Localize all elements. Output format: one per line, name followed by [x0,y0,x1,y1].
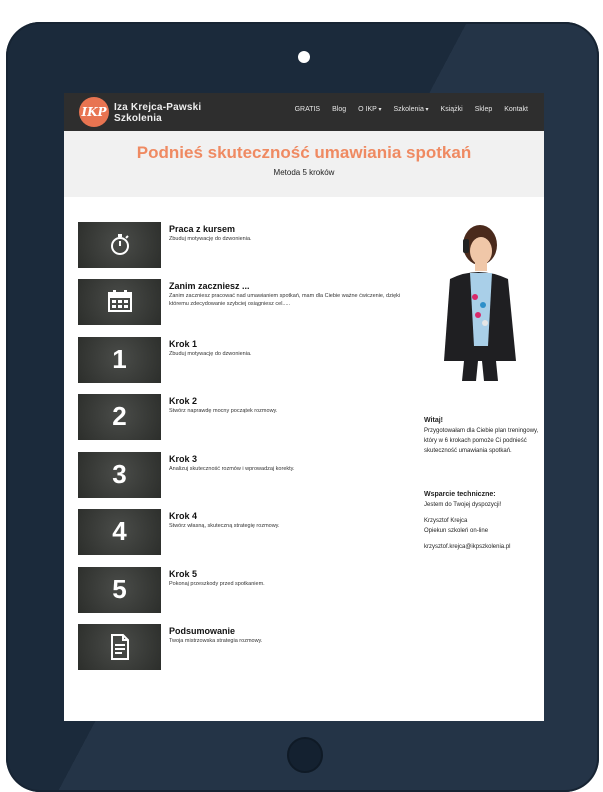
hero [64,131,544,197]
step-desc: Stwórz naprawdę mocny początek rozmowy. [169,408,278,414]
screen [64,93,544,721]
trainer-photo [428,221,528,381]
page-title: Podnieś skuteczność umawiania spotkań [136,143,472,162]
nav-o-ikp[interactable]: O IKP ▾ [358,106,381,113]
step-desc: Twoja mistrzowska strategia rozmowy. [169,638,263,644]
main-nav [295,106,528,113]
contact-name: Krzysztof Krejca [424,518,468,524]
support-text: Jestem do Twojej dyspozycji! [424,502,502,508]
nav-gratis[interactable]: GRATIS [294,106,321,113]
brand-line-2: Szkolenia [114,113,162,124]
step-zanim-zaczniesz[interactable] [78,279,418,325]
step-thumb[interactable] [78,222,161,268]
nav-blog[interactable]: Blog [332,106,347,113]
step-title[interactable]: Podsumowanie [169,626,236,636]
step-title[interactable]: Krok 3 [169,454,198,464]
step-title[interactable]: Krok 4 [169,511,198,521]
step-thumb[interactable] [78,624,161,670]
nav-szkolenia[interactable]: Szkolenia ▾ [394,106,429,113]
step-title[interactable]: Krok 5 [169,569,198,579]
brand-line-1: Iza Krejca-Pawski [114,102,202,113]
step-krok-1[interactable] [78,337,418,383]
welcome-box [424,416,540,456]
contact-email-link[interactable]: krzysztof.krejca@ikpszkolenia.pl [424,544,511,550]
step-thumb[interactable] [78,394,161,440]
step-thumb[interactable] [78,279,161,325]
step-desc: Zanim zaczniesz pracować nad umawianiem spotkań, mam dla Ciebie ważne ćwiczenie, dzięki któremu zdecydowanie szybciej osiągniesz cel..... [169,293,401,307]
camera-dot [298,51,310,63]
step-number: 5 [112,574,127,604]
step-thumb[interactable] [78,509,161,555]
nav-sklep[interactable]: Sklep [474,106,493,113]
nav-ksiazki[interactable]: Książki [440,106,463,113]
step-title[interactable]: Krok 2 [169,396,198,406]
step-desc: Zbuduj motywację do dzwonienia. [169,351,252,357]
step-podsumowanie[interactable] [78,624,418,670]
step-number: 3 [112,459,127,489]
step-thumb[interactable] [78,567,161,613]
step-number: 2 [112,401,127,431]
brand-name[interactable] [114,102,201,124]
step-thumb[interactable] [78,452,161,498]
page-subtitle: Metoda 5 kroków [273,168,335,177]
step-title[interactable]: Krok 1 [169,339,198,349]
step-krok-3[interactable] [78,452,418,498]
site-header [64,93,544,131]
step-title[interactable]: Zanim zaczniesz ... [169,281,250,291]
step-desc: Pokonaj przeszkody przed spotkaniem. [169,581,265,587]
step-number: 4 [112,516,127,546]
welcome-text: Przygotowałam dla Ciebie plan treningowy, który w 6 krokach pomoże Ci podnieść skuteczność umawiania spotkań. [424,428,539,454]
welcome-title: Witaj! [424,417,443,424]
nav-kontakt[interactable]: Kontakt [504,106,528,113]
step-krok-2[interactable] [78,394,418,440]
support-title: Wsparcie techniczne: [424,491,496,498]
home-button[interactable] [287,737,323,773]
contact-role: Opiekun szkoleń on-line [424,528,489,534]
step-desc: Zbuduj motywację do dzwonienia. [169,236,252,242]
document-icon [78,634,161,665]
calendar-icon [78,289,161,318]
site-logo[interactable]: IKP [79,97,109,127]
support-box [424,490,540,552]
step-number: 1 [112,344,127,374]
step-desc: Analizuj skuteczność rozmów i wprowadzaj korekty. [169,466,295,472]
step-desc: Stwórz własną, skuteczną strategię rozmowy. [169,523,280,529]
step-krok-4[interactable] [78,509,418,555]
stopwatch-icon [78,232,161,261]
step-title[interactable]: Praca z kursem [169,224,236,234]
step-krok-5[interactable] [78,567,418,613]
step-praca-z-kursem[interactable] [78,222,418,268]
step-thumb[interactable] [78,337,161,383]
